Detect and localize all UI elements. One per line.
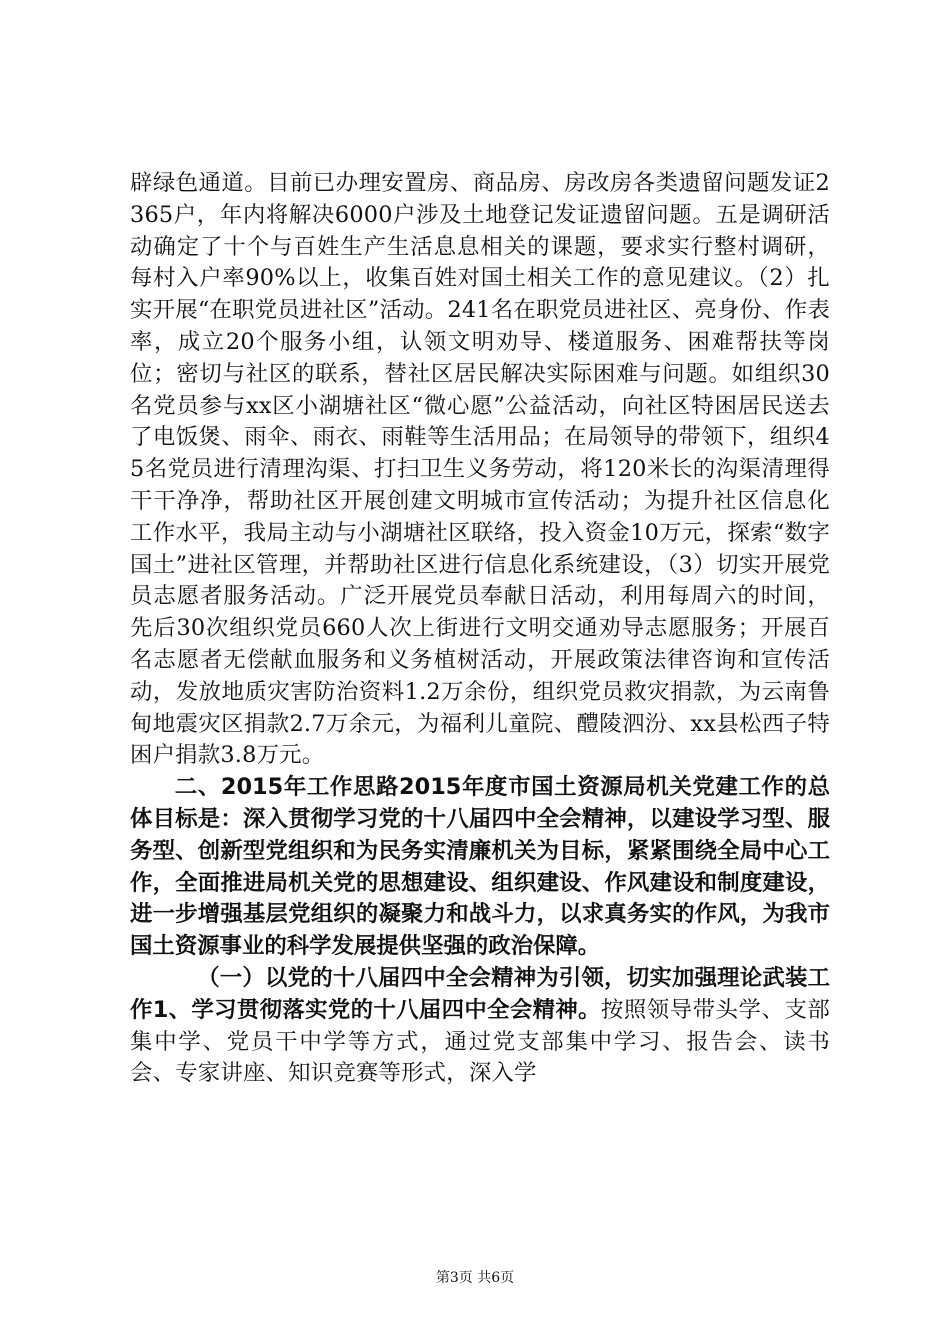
paragraph-2: 二、2015年工作思路2015年度市国土资源局机关党建工作的总体目标是：深入贯彻学习党的十八届四中全会精神，以建设学习型、服务型、创新型党组织和为民务实清廉机关为目标，紧紧围绕全局中心工作，全面推进局机关党的思想建设、组织建设、作风建设和制度建设，进一步增强基层党组织的凝聚力和战斗力，以求真务实的作风，为我市国土资源事业的科学发展提供坚强的政治保障。 bbox=[130, 774, 830, 960]
paragraph-1: 辟绿色通道。目前已办理安置房、商品房、房改房各类遗留问题发证2365户，年内将解决6000户涉及土地登记发证遗留问题。五是调研活动确定了十个与百姓生产生活息息相关的课题，要求实行整村调研，每村入户率90%以上，收集百姓对国土相关工作的意见建议。（2）扎实开展“在职党员进社区”活动。241名在职党员进社区、亮身份、作表率，成立20个服务小组，认领文明劝导、楼道服务、困难帮扶等岗位；密切与社区的联系，替社区居民解决实际困难与问题。如组织30名党员参与xx区小湖塘社区“微心愿”公益活动，向社区特困居民送去了电饭煲、雨伞、雨衣、雨鞋等生活用品；在局领导的带领下，组织45名党员进行清理沟渠、打扫卫生义务劳动，将120米长的沟渠清理得干干净净，帮助社区开展创建文明城市宣传活动；为提升社区信息化工作水平，我局主动与小湖塘社区联络，投入资金10万元，探索“数字国土”进社区管理，并帮助社区进行信息化系统建设，（3）切实开展党员志愿者服务活动。广泛开展党员奉献日活动，利用每周六的时间，先后30次组织党员660人次上街进行文明交通劝导志愿服务；开展百名志愿者无偿献血服务和义务植树活动，开展政策法律咨询和宣传活动，发放地质灾害防治资料1.2万余份，组织党员救灾捐款，为云南鲁甸地震灾区捐款2.7万余元，为福利儿童院、醴陵泗汾、xx县松西子特困户捐款3.8万元。 bbox=[130, 170, 830, 769]
page-footer: 第3页 共6页 bbox=[435, 1270, 515, 1286]
paragraph-3-heading: （一）以党的十八届四中全会精神为引领，切实加强理论武装工作1、学习贯彻落实党的十八届四中全会精神。 bbox=[130, 964, 830, 1023]
document-body bbox=[130, 168, 830, 1090]
paragraph-3 bbox=[130, 963, 830, 1090]
paragraph-3-body: 按照领导带头学、支部集中学、党员干中学等方式，通过党支部集中学习、报告会、读书会、专家讲座、知识竞赛等形式，深入学 bbox=[130, 996, 830, 1087]
